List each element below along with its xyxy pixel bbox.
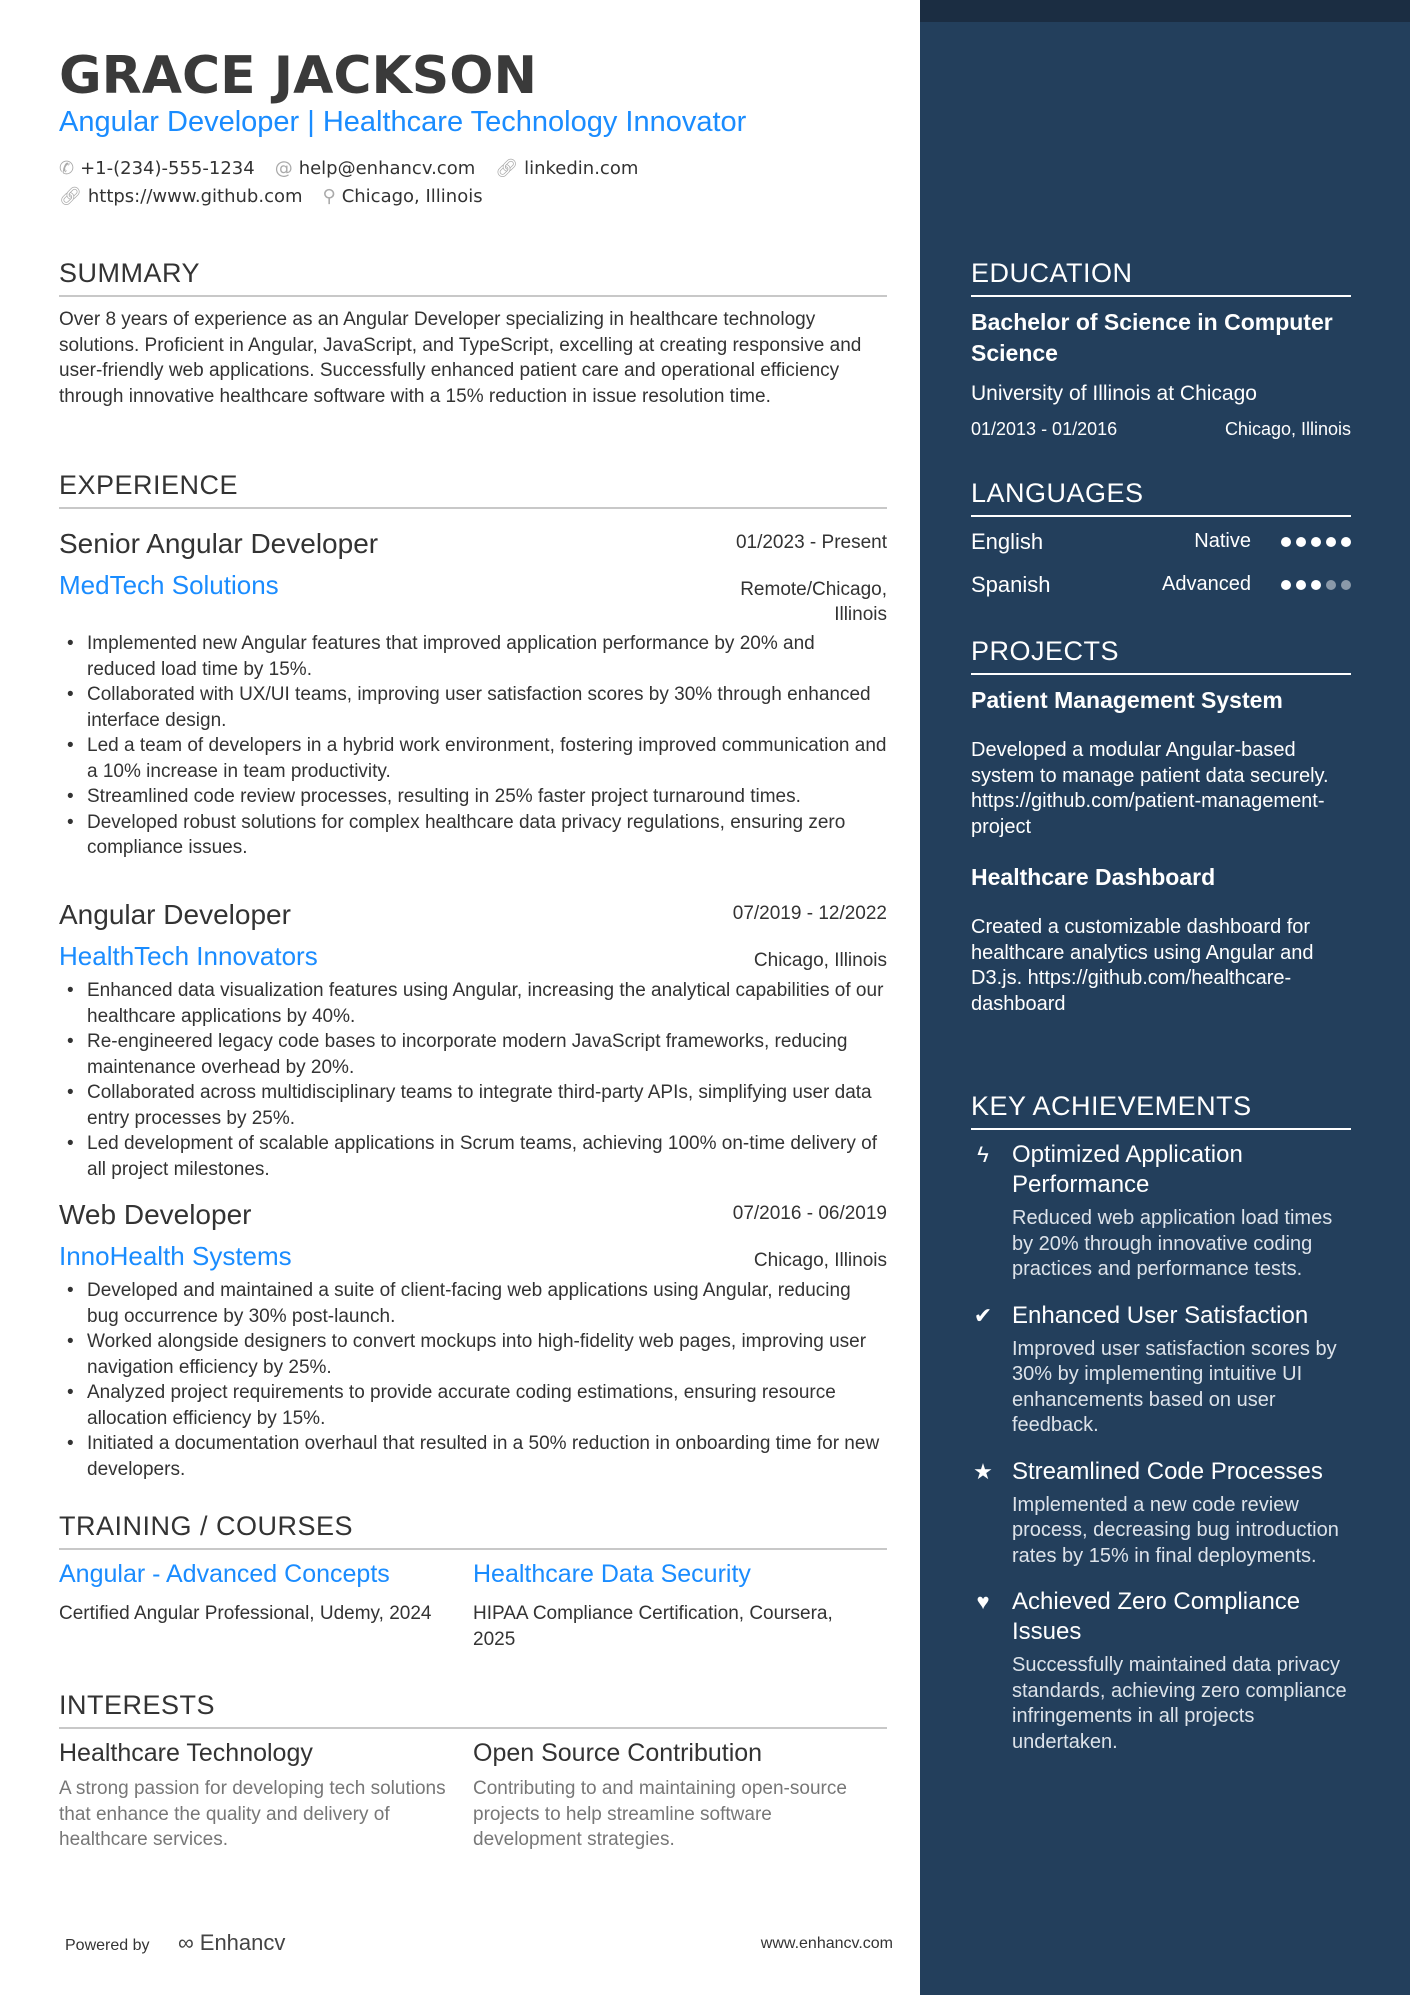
job-location: Chicago, Illinois [753, 950, 887, 971]
achievement-title: Optimized Application Performance [1012, 1141, 1243, 1198]
job-bullets [59, 978, 887, 1182]
linkedin-text: linkedin.com [524, 158, 639, 179]
project-desc: Developed a modular Angular-based system to manage patient data securely. https://github.com/patient-management-project [971, 739, 1329, 838]
achievement-desc: Implemented a new code review process, decreasing bug introduction rates by 15% in final deployments. [1012, 1493, 1339, 1567]
star-icon: ★ [973, 1458, 993, 1484]
rating-dot [1296, 537, 1306, 547]
check-icon: ✔ [973, 1302, 993, 1328]
github-text: https://www.github.com [87, 186, 303, 207]
candidate-title: Angular Developer | Healthcare Technology Innovator [59, 106, 747, 138]
job-company[interactable]: MedTech Solutions [59, 570, 279, 600]
bullet: • Analyzed project requirements to provide accurate coding estimations, ensuring resource allocation efficiency by 15%. [59, 1380, 887, 1431]
achievement-item [971, 1457, 1351, 1570]
interest-desc: A strong passion for developing tech solutions that enhance the quality and delivery of healthcare services. [59, 1778, 446, 1850]
section-heading: EXPERIENCE [59, 470, 887, 509]
bullet: • Enhanced data visualization features using Angular, increasing the analytical capabilities of our healthcare applications by 40%. [59, 978, 887, 1029]
bolt-icon: ϟ [977, 1142, 989, 1167]
job-title: Web Developer [59, 1199, 252, 1230]
section-heading: LANGUAGES [971, 478, 1351, 517]
achievement-item [971, 1301, 1351, 1439]
interests-section [59, 1690, 887, 1853]
course-item [473, 1560, 887, 1652]
job-bullets [59, 631, 887, 861]
section-heading: PROJECTS [971, 636, 1351, 675]
job-bullets [59, 1278, 887, 1482]
section-heading: SUMMARY [59, 258, 887, 297]
logo-icon: ∞ [177, 1930, 194, 1955]
bullet: • Collaborated with UX/UI teams, improving user satisfaction scores by 30% through enhanced interface design. [59, 682, 887, 733]
achievement-desc: Reduced web application load times by 20% through innovative coding practices and performance tests. [1012, 1207, 1333, 1280]
language-item [971, 520, 1351, 563]
at-icon: @ [274, 158, 293, 179]
education-section [971, 258, 1351, 440]
contact-linkedin[interactable] [495, 158, 638, 179]
rating-dot [1341, 537, 1351, 547]
education-location: Chicago, Illinois [1224, 418, 1351, 439]
section-heading: TRAINING / COURSES [59, 1511, 887, 1550]
job-company[interactable]: InnoHealth Systems [59, 1241, 292, 1271]
project-title: Patient Management System [971, 687, 1283, 713]
language-level: Advanced [1162, 573, 1251, 595]
project-title: Healthcare Dashboard [971, 864, 1216, 890]
achievement-item [971, 1587, 1351, 1755]
achievement-title: Streamlined Code Processes [1012, 1457, 1323, 1485]
job-entry [59, 528, 887, 861]
job-location: Chicago, Illinois [753, 1250, 887, 1271]
link-icon: 🔗︎ [495, 158, 519, 179]
phone-icon: ✆ [59, 158, 75, 179]
education-dates: 01/2013 - 01/2016 [971, 418, 1118, 439]
job-company[interactable]: HealthTech Innovators [59, 941, 318, 971]
course-desc: Certified Angular Professional, Udemy, 2024 [59, 1603, 432, 1624]
course-title: Angular - Advanced Concepts [59, 1560, 390, 1588]
language-rating [1281, 537, 1351, 547]
experience-section [59, 470, 887, 509]
achievement-title: Achieved Zero Compliance Issues [1012, 1588, 1301, 1645]
bullet: • Collaborated across multidisciplinary teams to integrate third-party APIs, simplifying user data entry processes by 25%. [59, 1080, 887, 1131]
bullet: • Developed robust solutions for complex healthcare data privacy regulations, ensuring zero compliance issues. [59, 810, 887, 861]
section-heading: KEY ACHIEVEMENTS [971, 1091, 1351, 1130]
rating-dot [1311, 580, 1321, 590]
link-icon: 🔗︎ [59, 186, 82, 207]
website-link[interactable]: www.enhancv.com [760, 1935, 893, 1952]
school: University of Illinois at Chicago [971, 382, 1257, 405]
interest-desc: Contributing to and maintaining open-source projects to help streamline software development strategies. [473, 1778, 847, 1850]
bullet: • Streamlined code review processes, resulting in 25% faster project turnaround times. [59, 784, 887, 810]
summary-text: Over 8 years of experience as an Angular Developer specializing in healthcare technology solutions. Proficient in Angular, JavaScript, and TypeScript, excelling at creating responsive and user-friendly web applications. Successfully enhanced patient care and operational efficiency through innovative healthcare software with a 15% reduction in issue resolution time. [59, 309, 862, 407]
bullet: • Led development of scalable applications in Scrum teams, achieving 100% on-time delivery of all project milestones. [59, 1131, 887, 1182]
achievement-desc: Successfully maintained data privacy standards, achieving zero compliance infringements in all projects undertaken. [1012, 1654, 1347, 1753]
interest-title: Open Source Contribution [473, 1739, 763, 1767]
job-location: Remote/Chicago, Illinois [740, 579, 887, 625]
heart-icon: ♥ [976, 1589, 990, 1614]
language-rating [1281, 580, 1351, 590]
brand-text: Enhancv [199, 1930, 286, 1955]
language-name: Spanish [971, 571, 1051, 597]
contact-location [323, 186, 483, 207]
rating-dot [1341, 580, 1351, 590]
rating-dot [1281, 537, 1291, 547]
achievement-title: Enhanced User Satisfaction [1012, 1301, 1309, 1329]
sidebar-top-strip [920, 0, 1410, 22]
candidate-name: GRACE JACKSON [59, 46, 537, 106]
contact-row-2 [59, 186, 483, 207]
language-name: English [971, 528, 1044, 554]
bullet: • Implemented new Angular features that improved application performance by 20% and reduced load time by 15%. [59, 631, 887, 682]
achievements-section [971, 1091, 1351, 1773]
achievement-desc: Improved user satisfaction scores by 30% by implementing intuitive UI enhancements based on user feedback. [1012, 1337, 1337, 1436]
course-title: Healthcare Data Security [473, 1560, 751, 1588]
bullet: • Re-engineered legacy code bases to incorporate modern JavaScript frameworks, reducing maintenance overhead by 20%. [59, 1029, 887, 1080]
project-desc: Created a customizable dashboard for healthcare analytics using Angular and D3.js. https://github.com/healthcare-dashboard [971, 916, 1314, 1015]
job-dates: 01/2023 - Present [735, 532, 887, 553]
phone-text: +1-(234)-555-1234 [80, 158, 255, 179]
job-dates: 07/2019 - 12/2022 [732, 903, 887, 924]
contact-phone[interactable] [59, 158, 255, 179]
rating-dot [1311, 537, 1321, 547]
powered-by [65, 1930, 285, 1956]
sidebar [920, 0, 1410, 1995]
bullet: • Worked alongside designers to convert mockups into high-fidelity web pages, improving user navigation efficiency by 25%. [59, 1329, 887, 1380]
bullet: • Initiated a documentation overhaul that resulted in a 50% reduction in onboarding time for new developers. [59, 1431, 887, 1482]
language-item [971, 563, 1351, 606]
summary-section [59, 258, 887, 409]
section-heading: EDUCATION [971, 258, 1351, 297]
contact-row-1 [59, 158, 638, 179]
job-title: Senior Angular Developer [59, 528, 379, 559]
rating-dot [1281, 580, 1291, 590]
bullet: • Developed and maintained a suite of client-facing web applications using Angular, reducing bug occurrence by 30% post-launch. [59, 1278, 887, 1329]
job-dates: 07/2016 - 06/2019 [732, 1203, 887, 1224]
education-meta [971, 419, 1351, 440]
degree: Bachelor of Science in Computer Science [971, 309, 1333, 366]
location-text: Chicago, Illinois [341, 186, 483, 207]
training-section [59, 1511, 887, 1652]
achievement-item [971, 1140, 1351, 1283]
section-heading: INTERESTS [59, 1690, 887, 1729]
course-desc: HIPAA Compliance Certification, Coursera, 2025 [473, 1603, 833, 1650]
enhancv-logo[interactable] [178, 1930, 285, 1955]
rating-dot [1296, 580, 1306, 590]
contact-email[interactable] [275, 158, 476, 179]
powered-by-text: Powered by [65, 1937, 150, 1954]
job-title: Angular Developer [59, 899, 291, 930]
email-text: help@enhancv.com [298, 158, 476, 179]
projects-section [971, 636, 1351, 1017]
job-entry [59, 899, 887, 1182]
interest-item [59, 1739, 473, 1853]
bullet: • Led a team of developers in a hybrid work environment, fostering improved communication and a 10% increase in team productivity. [59, 733, 887, 784]
interest-item [473, 1739, 887, 1853]
rating-dot [1326, 537, 1336, 547]
job-entry [59, 1199, 887, 1482]
contact-github[interactable] [59, 186, 303, 207]
interest-title: Healthcare Technology [59, 1739, 313, 1767]
language-level: Native [1194, 530, 1251, 552]
languages-section [971, 478, 1351, 606]
course-item [59, 1560, 473, 1652]
rating-dot [1326, 580, 1336, 590]
location-icon: ⚲ [322, 186, 336, 207]
